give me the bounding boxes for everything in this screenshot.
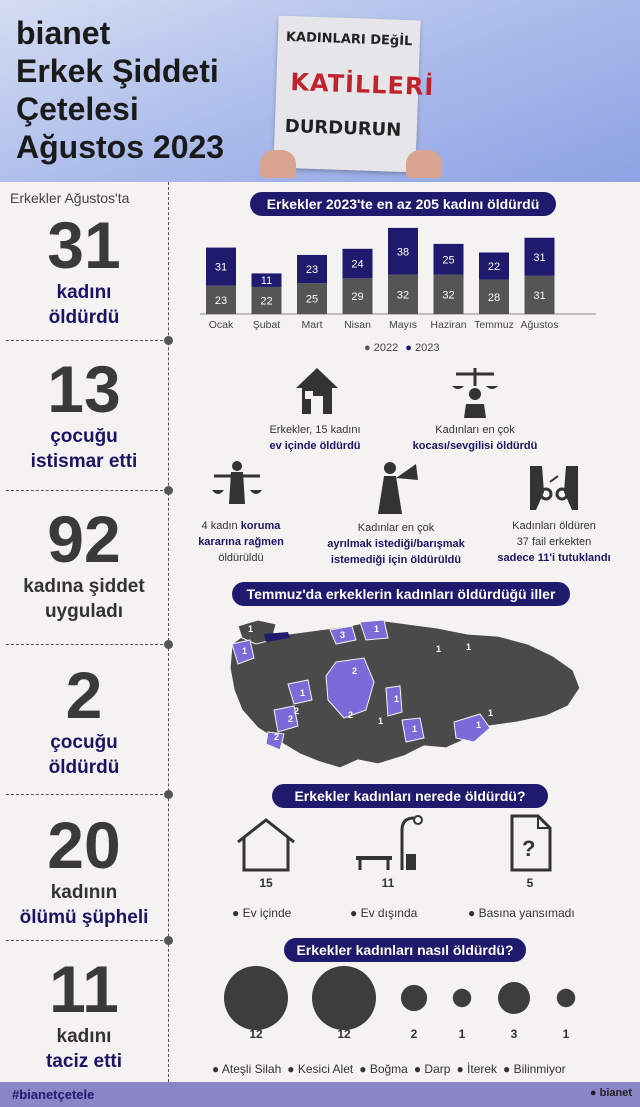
map-count-label: 2 — [274, 732, 280, 742]
info-highlight: koruma — [240, 520, 281, 532]
footer-bar — [0, 1082, 640, 1107]
method-label: ● Darp — [413, 1062, 451, 1076]
title-line: Çetelesi — [16, 91, 139, 127]
data-label-2023: 25 — [442, 254, 455, 267]
house-icon — [294, 366, 340, 416]
method-value: 1 — [562, 1027, 570, 1041]
house-outline-icon — [234, 818, 298, 872]
stat-label: öldürdü — [48, 757, 120, 778]
method-label: ● İterek — [456, 1062, 498, 1076]
map-count-label: 1 — [466, 642, 472, 652]
stat-abused — [0, 354, 168, 474]
map-title: Temmuz'da erkeklerin kadınları öldürdüğü iller — [232, 582, 570, 606]
header-banner — [0, 0, 640, 182]
stat-label: çocuğu — [50, 426, 118, 447]
hand-image — [260, 150, 296, 178]
data-label-2022: 29 — [351, 291, 364, 304]
stat-label: öldürdü — [48, 307, 120, 328]
stat-harassed — [0, 954, 168, 1074]
data-label-2022: 32 — [442, 289, 455, 302]
hashtag-link[interactable]: #bianetçetele — [12, 1087, 95, 1102]
where-value: 11 — [381, 876, 395, 890]
where-label: ● Basına yansımadı — [468, 906, 575, 920]
stat-number: 20 — [47, 808, 121, 882]
hand-image — [406, 150, 442, 178]
stat-label: uyguladı — [44, 601, 124, 622]
method-value: 12 — [249, 1027, 263, 1041]
data-label-2022: 25 — [305, 293, 319, 306]
justice-scale-icon — [212, 458, 262, 508]
info-text: 4 kadın — [201, 520, 241, 532]
scale-person-icon — [450, 364, 500, 418]
data-label-2022: 32 — [396, 289, 410, 302]
timeline-dot — [164, 336, 173, 345]
x-tick-label: Mart — [301, 319, 323, 331]
map-count-label: 1 — [394, 694, 400, 704]
info-text: Kadınlar en çok — [357, 522, 435, 534]
method-value: 1 — [458, 1027, 466, 1041]
method-label: ● Ateşli Silah — [212, 1062, 282, 1076]
title-line: bianet — [16, 15, 111, 51]
map-count-label: 1 — [300, 688, 306, 698]
map-count-label: 1 — [488, 708, 494, 718]
method-bubble — [498, 982, 530, 1014]
sign-text: KATİLLERİ — [289, 68, 435, 102]
map-count-label: 2 — [348, 710, 354, 720]
bianet-logo-icon: ● — [589, 1087, 597, 1099]
stats-intro: Erkekler Ağustos'ta — [10, 190, 130, 206]
data-label-2023: 24 — [351, 258, 364, 271]
where-title: Erkekler kadınları nerede öldürdü? — [272, 784, 548, 808]
bench-lamp-icon — [354, 812, 426, 872]
data-label-2022: 22 — [260, 295, 273, 308]
map-count-label: 1 — [374, 624, 380, 634]
brand-text: bianet — [599, 1087, 632, 1099]
legend-marker-2022: ● — [364, 342, 371, 354]
timeline-dot — [164, 640, 173, 649]
legend-marker-2023: ● — [405, 342, 412, 354]
stat-suspicious — [0, 810, 168, 930]
stat-label: kadını — [56, 1026, 112, 1047]
where-label: ● Ev içinde — [232, 906, 292, 920]
info-highlight: kocası/sevgilisi öldürdü — [412, 440, 538, 452]
x-tick-label: Mayıs — [388, 319, 418, 331]
info-protection — [186, 518, 296, 566]
where-label-text: Ev içinde — [242, 906, 292, 920]
method-bubble — [401, 985, 427, 1011]
map-count-label: 2 — [294, 706, 300, 716]
info-text: öldürüldü — [218, 552, 264, 564]
stat-violence — [0, 504, 168, 624]
map-count-label: 1 — [242, 646, 248, 656]
method-bubble-chart — [210, 964, 610, 1041]
info-arrest — [484, 518, 624, 566]
map-count-label: 1 — [436, 644, 442, 654]
map-count-label: 1 — [412, 724, 418, 734]
chart-legend — [364, 342, 439, 354]
stat-killed — [0, 210, 168, 330]
stats-column — [0, 182, 168, 1082]
method-value: 3 — [510, 1027, 518, 1041]
info-text: Erkekler, 15 kadını — [269, 424, 361, 436]
legend-label: 2023 — [414, 342, 440, 354]
stat-label: istismar etti — [30, 451, 138, 472]
method-bubble — [312, 966, 376, 1030]
data-label-2023: 31 — [214, 261, 228, 274]
info-highlight: kararına rağmen — [198, 536, 284, 548]
map-count-label: 1 — [476, 720, 482, 730]
page-title — [16, 14, 266, 166]
map-count-label: 3 — [340, 630, 346, 640]
timeline-dot — [164, 486, 173, 495]
data-label-2022: 23 — [214, 294, 228, 307]
stat-number: 92 — [47, 502, 121, 576]
info-separation — [312, 520, 480, 568]
legend-label: 2022 — [373, 342, 399, 354]
brand-logo — [590, 1087, 632, 1099]
document-question-icon — [508, 814, 552, 872]
info-home — [250, 422, 380, 454]
chart-title: Erkekler 2023'te en az 205 kadını öldürdü — [250, 192, 556, 216]
stat-label: kadına şiddet — [23, 576, 145, 597]
x-tick-label: Haziran — [430, 319, 467, 331]
info-text: 37 fail erkekten — [516, 536, 592, 548]
how-title: Erkekler kadınları nasıl öldürdü? — [284, 938, 526, 962]
info-highlight: ev içinde öldürdü — [269, 440, 361, 452]
info-text: Kadınları öldüren — [512, 520, 596, 532]
data-label-2022: 28 — [487, 291, 501, 304]
data-label-2022: 31 — [533, 289, 546, 302]
sign-text: DURDURUN — [284, 115, 402, 141]
info-highlight: istemediği için öldürüldü — [330, 554, 462, 566]
x-tick-label: Ocak — [208, 319, 234, 331]
data-label-2023: 22 — [487, 261, 501, 274]
method-value: 2 — [410, 1027, 418, 1041]
info-partner — [400, 422, 550, 454]
data-label-2023: 23 — [305, 264, 319, 277]
timeline-dot — [164, 790, 173, 799]
where-label-text: Basına yansımadı — [478, 906, 575, 920]
stat-children-killed — [0, 660, 168, 780]
map-count-label: 2 — [352, 666, 358, 676]
timeline-dot — [164, 936, 173, 945]
method-value: 12 — [337, 1027, 351, 1041]
stat-label: kadını — [56, 282, 112, 303]
method-legend — [212, 1062, 632, 1076]
x-tick-label: Şubat — [252, 319, 281, 331]
method-bubble — [557, 989, 575, 1007]
where-value: 5 — [526, 876, 534, 890]
divider — [6, 340, 168, 341]
where-label-text: Ev dışında — [360, 906, 418, 920]
map-count-label: 1 — [378, 716, 384, 726]
divider — [6, 490, 168, 491]
data-label-2023: 31 — [533, 251, 546, 264]
info-highlight: sadece 11'i tutuklandı — [497, 552, 611, 564]
info-text: Kadınları en çok — [435, 424, 515, 436]
monthly-bar-chart — [200, 214, 600, 334]
stat-number: 13 — [47, 352, 121, 426]
broken-handcuffs-icon — [526, 462, 582, 512]
stat-label: çocuğu — [50, 732, 118, 753]
stat-number: 31 — [47, 208, 121, 282]
method-label: ● Bilinmiyor — [503, 1062, 566, 1076]
title-line: Erkek Şiddeti — [16, 53, 219, 89]
method-bubble — [224, 966, 288, 1030]
data-label-2023: 38 — [396, 246, 410, 259]
turkey-map — [228, 614, 584, 770]
stat-number: 11 — [49, 952, 119, 1026]
method-label: ● Kesici Alet — [287, 1062, 354, 1076]
stat-label: ölümü şüpheli — [19, 907, 149, 928]
sign-text: KADINLARI DEğİL — [285, 29, 413, 50]
x-tick-label: Nisan — [344, 319, 371, 331]
divider — [6, 940, 168, 941]
divider — [6, 794, 168, 795]
megaphone-woman-icon — [370, 458, 424, 516]
stat-label: taciz etti — [45, 1051, 123, 1072]
where-value: 15 — [259, 876, 273, 890]
method-bubble — [453, 989, 471, 1007]
svg-text:?: ? — [522, 836, 536, 861]
data-label-2023: 11 — [260, 275, 273, 288]
map-count-label: 1 — [248, 624, 254, 634]
method-label: ● Boğma — [359, 1062, 408, 1076]
where-label: ● Ev dışında — [350, 906, 418, 920]
info-highlight: ayrılmak istediği/barışmak — [327, 538, 465, 550]
protest-sign — [273, 16, 435, 173]
stat-label: kadının — [50, 882, 118, 903]
timeline-line — [168, 182, 169, 1082]
map-count-label: 2 — [288, 714, 294, 724]
divider — [6, 644, 168, 645]
x-tick-label: Ağustos — [520, 319, 559, 331]
stat-number: 2 — [65, 658, 103, 732]
x-tick-label: Temmuz — [474, 319, 514, 331]
title-line: Ağustos 2023 — [16, 129, 225, 165]
